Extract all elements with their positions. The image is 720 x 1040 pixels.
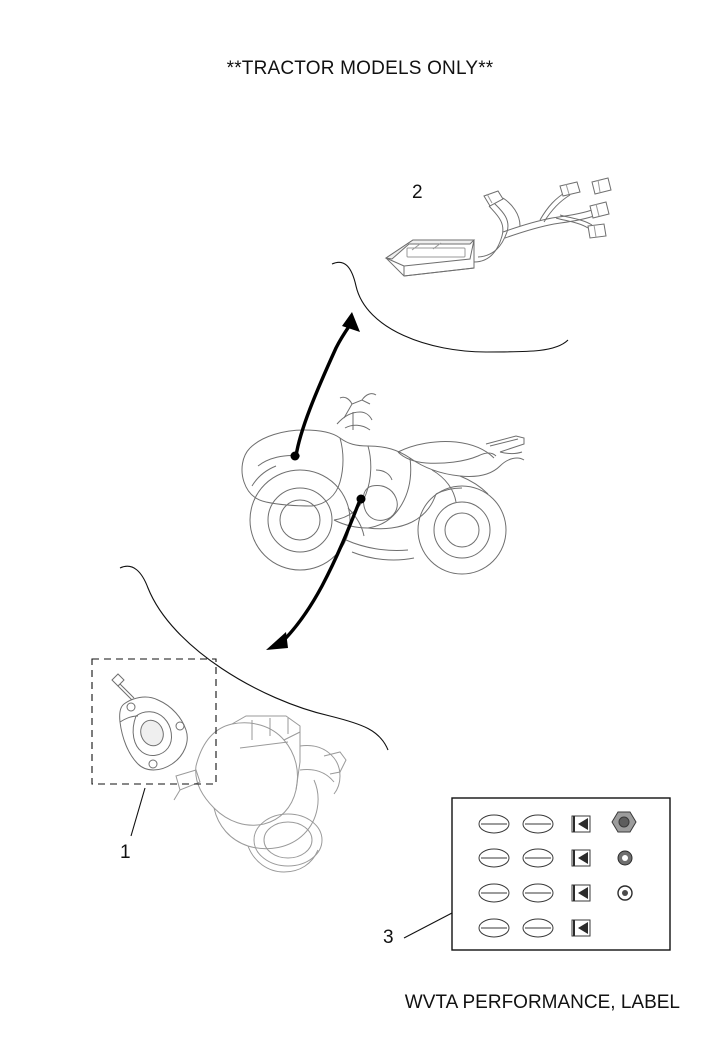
- arrow-to-ecu: [291, 312, 361, 461]
- all-terrain-vehicle-line-art: [242, 394, 524, 574]
- bracket-with-bolt: [112, 674, 187, 770]
- engine-assembly-line-art: [174, 716, 346, 872]
- callout-number-2: 2: [412, 182, 423, 203]
- ecu-control-unit-with-wire-harness: [332, 178, 611, 352]
- leader-part-1: [131, 788, 145, 836]
- page-title: **TRACTOR MODELS ONLY**: [226, 58, 494, 79]
- arrow-to-bracket: [266, 495, 366, 651]
- callout-number-3: 3: [383, 927, 394, 948]
- callout-number-1: 1: [120, 842, 131, 863]
- performance-label-sheet: [404, 798, 670, 950]
- footer-label: WVTA PERFORMANCE, LABEL: [404, 992, 680, 1013]
